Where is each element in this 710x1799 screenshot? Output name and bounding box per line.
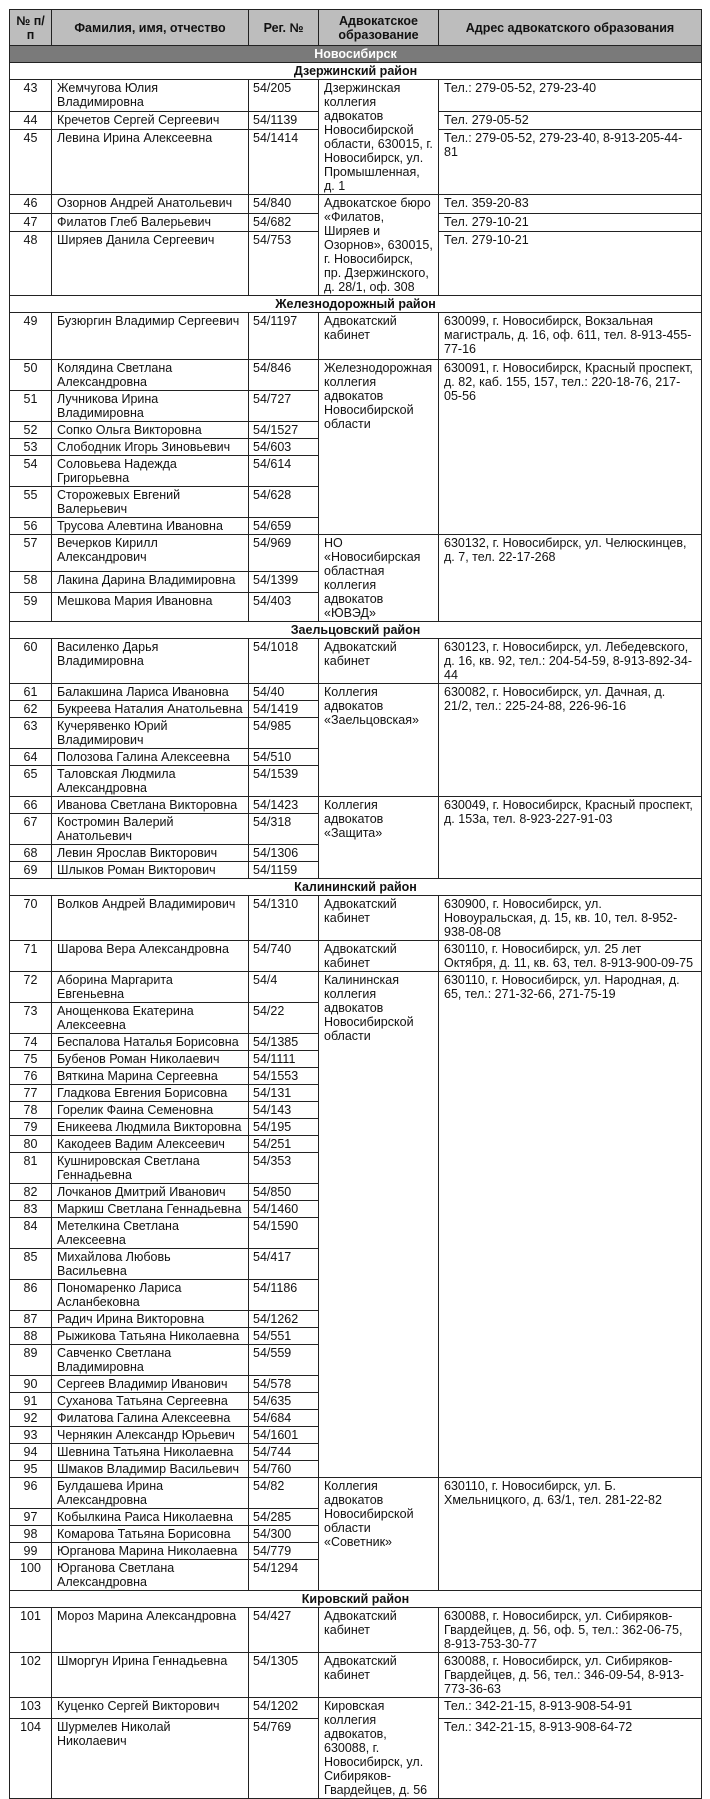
table-row [10, 1653, 702, 1698]
registration-number: 54/551 [249, 1328, 319, 1345]
lawyer-name: Лучникова Ирина Владимировна [52, 391, 249, 422]
lawyer-name: Василенко Дарья Владимировна [52, 639, 249, 684]
registration-number: 54/403 [249, 592, 319, 621]
organization-address: 630088, г. Новосибирск, ул. Сибиряков-Гвардейцев, д. 56, тел.: 346-09-54, 8-913-773-36-63 [439, 1653, 702, 1698]
header-reg: Рег. № [249, 10, 319, 46]
registration-number: 54/850 [249, 1184, 319, 1201]
row-number: 60 [10, 639, 52, 684]
organization: Коллегия адвокатов «Защита» [319, 797, 439, 879]
registration-number: 54/985 [249, 718, 319, 749]
row-number: 92 [10, 1410, 52, 1427]
row-number: 69 [10, 862, 52, 879]
lawyer-name: Жемчугова Юлия Владимировна [52, 80, 249, 112]
lawyer-name: Колядина Светлана Александровна [52, 360, 249, 391]
row-number: 54 [10, 456, 52, 487]
lawyer-name: Иванова Светлана Викторовна [52, 797, 249, 814]
row-number: 48 [10, 232, 52, 296]
registration-number: 54/1419 [249, 701, 319, 718]
lawyer-name: Куценко Сергей Викторович [52, 1698, 249, 1719]
lawyer-name: Шморгун Ирина Геннадьевна [52, 1653, 249, 1698]
organization-address: 630132, г. Новосибирск, ул. Челюскинцев, д. 7, тел. 22-17-268 [439, 535, 702, 622]
lawyer-name: Рыжикова Татьяна Николаевна [52, 1328, 249, 1345]
lawyer-name: Трусова Алевтина Ивановна [52, 518, 249, 535]
organization-address: Тел. 279-10-21 [439, 213, 702, 232]
registration-number: 54/1018 [249, 639, 319, 684]
table-row [10, 195, 702, 214]
lawyer-name: Чернякин Александр Юрьевич [52, 1427, 249, 1444]
registration-number: 54/1159 [249, 862, 319, 879]
registration-number: 54/1202 [249, 1698, 319, 1719]
row-number: 77 [10, 1085, 52, 1102]
registration-number: 54/1539 [249, 766, 319, 797]
row-number: 44 [10, 112, 52, 130]
lawyer-name: Булдашева Ирина Александровна [52, 1478, 249, 1509]
lawyer-name: Озорнов Андрей Анатольевич [52, 195, 249, 214]
lawyer-name: Вяткина Марина Сергеевна [52, 1068, 249, 1085]
lawyer-name: Сергеев Владимир Иванович [52, 1376, 249, 1393]
row-number: 65 [10, 766, 52, 797]
row-number: 102 [10, 1653, 52, 1698]
registration-number: 54/1294 [249, 1560, 319, 1591]
registration-number: 54/1186 [249, 1280, 319, 1311]
row-number: 70 [10, 896, 52, 941]
organization: Адвокатский кабинет [319, 639, 439, 684]
row-number: 76 [10, 1068, 52, 1085]
organization: Адвокатский кабинет [319, 941, 439, 972]
lawyer-name: Мешкова Мария Ивановна [52, 592, 249, 621]
row-number: 47 [10, 213, 52, 232]
row-number: 52 [10, 422, 52, 439]
lawyer-name: Горелик Фаина Семеновна [52, 1102, 249, 1119]
organization-address: 630110, г. Новосибирск, ул. Б. Хмельницкого, д. 63/1, тел. 281-22-82 [439, 1478, 702, 1591]
lawyer-name: Беспалова Наталья Борисовна [52, 1034, 249, 1051]
lawyer-name: Маркиш Светлана Геннадьевна [52, 1201, 249, 1218]
lawyer-name: Еникеева Людмила Викторовна [52, 1119, 249, 1136]
organization-address: 630123, г. Новосибирск, ул. Лебедевского, д. 16, кв. 92, тел.: 204-54-59, 8-913-892-34-44 [439, 639, 702, 684]
registration-number: 54/727 [249, 391, 319, 422]
lawyer-name: Юрганова Светлана Александровна [52, 1560, 249, 1591]
row-number: 74 [10, 1034, 52, 1051]
registration-number: 54/1385 [249, 1034, 319, 1051]
row-number: 84 [10, 1218, 52, 1249]
organization-address: Тел.: 342-21-15, 8-913-908-54-91 [439, 1698, 702, 1719]
lawyer-name: Ширяев Данила Сергеевич [52, 232, 249, 296]
lawyer-name: Слободник Игорь Зиновьевич [52, 439, 249, 456]
lawyer-name: Вечерков Кирилл Александрович [52, 535, 249, 572]
row-number: 98 [10, 1526, 52, 1543]
registration-number: 54/684 [249, 1410, 319, 1427]
table-row [10, 684, 702, 701]
registration-number: 54/659 [249, 518, 319, 535]
row-number: 75 [10, 1051, 52, 1068]
organization: Дзержинская коллегия адвокатов Новосибирской области, 630015, г. Новосибирск, ул. Промышленная, д. 1 [319, 80, 439, 195]
row-number: 86 [10, 1280, 52, 1311]
organization-address: Тел. 359-20-83 [439, 195, 702, 214]
table-row [10, 80, 702, 112]
lawyer-name: Шлыков Роман Викторович [52, 862, 249, 879]
registration-number: 54/635 [249, 1393, 319, 1410]
row-number: 68 [10, 845, 52, 862]
registration-number: 54/840 [249, 195, 319, 214]
registration-number: 54/969 [249, 535, 319, 572]
registration-number: 54/1527 [249, 422, 319, 439]
district-row [10, 296, 702, 313]
header-addr: Адрес адвокатского образования [439, 10, 702, 46]
district-title: Дзержинский район [10, 63, 702, 80]
registration-number: 54/1601 [249, 1427, 319, 1444]
organization-address: 630091, г. Новосибирск, Красный проспект, д. 82, каб. 155, 157, тел.: 220-18-76, 217-05-56 [439, 360, 702, 535]
lawyer-name: Полозова Галина Алексеевна [52, 749, 249, 766]
district-title: Кировский район [10, 1591, 702, 1608]
registration-number: 54/4 [249, 972, 319, 1003]
registration-number: 54/628 [249, 487, 319, 518]
registration-number: 54/417 [249, 1249, 319, 1280]
row-number: 53 [10, 439, 52, 456]
row-number: 90 [10, 1376, 52, 1393]
table-row [10, 1608, 702, 1653]
row-number: 94 [10, 1444, 52, 1461]
row-number: 103 [10, 1698, 52, 1719]
row-number: 99 [10, 1543, 52, 1560]
row-number: 85 [10, 1249, 52, 1280]
district-row [10, 63, 702, 80]
header-org: Адвокатское образование [319, 10, 439, 46]
lawyer-name: Сопко Ольга Викторовна [52, 422, 249, 439]
registration-number: 54/846 [249, 360, 319, 391]
row-number: 50 [10, 360, 52, 391]
row-number: 51 [10, 391, 52, 422]
organization-address: 630049, г. Новосибирск, Красный проспект, д. 153а, тел. 8-923-227-91-03 [439, 797, 702, 879]
lawyer-name: Какодеев Вадим Алексеевич [52, 1136, 249, 1153]
registration-number: 54/760 [249, 1461, 319, 1478]
registration-number: 54/353 [249, 1153, 319, 1184]
table-row [10, 639, 702, 684]
table-header [10, 10, 702, 46]
lawyer-name: Шевнина Татьяна Николаевна [52, 1444, 249, 1461]
lawyer-name: Соловьева Надежда Григорьевна [52, 456, 249, 487]
registration-number: 54/753 [249, 232, 319, 296]
organization: НО «Новосибирская областная коллегия адвокатов «ЮВЭД» [319, 535, 439, 622]
organization-address: 630900, г. Новосибирск, ул. Новоуральская, д. 15, кв. 10, тел. 8-952-938-08-08 [439, 896, 702, 941]
registration-number: 54/1306 [249, 845, 319, 862]
header-name: Фамилия, имя, отчество [52, 10, 249, 46]
registration-number: 54/40 [249, 684, 319, 701]
organization-address: Тел.: 342-21-15, 8-913-908-64-72 [439, 1719, 702, 1799]
city-row [10, 46, 702, 63]
table-row [10, 1478, 702, 1509]
registration-number: 54/1262 [249, 1311, 319, 1328]
registration-number: 54/1553 [249, 1068, 319, 1085]
lawyer-name: Кобылкина Раиса Николаевна [52, 1509, 249, 1526]
organization: Адвокатское бюро «Филатов, Ширяев и Озорнов», 630015, г. Новосибирск, пр. Дзержинского, д. 28/1, оф. 308 [319, 195, 439, 296]
organization-address: Тел.: 279-05-52, 279-23-40, 8-913-205-44-81 [439, 130, 702, 195]
registration-number: 54/603 [249, 439, 319, 456]
organization: Адвокатский кабинет [319, 896, 439, 941]
district-title: Калининский район [10, 879, 702, 896]
header-num: № п/п [10, 10, 52, 46]
row-number: 71 [10, 941, 52, 972]
organization-address: 630110, г. Новосибирск, ул. Народная, д. 65, тел.: 271-32-66, 271-75-19 [439, 972, 702, 1478]
registration-number: 54/251 [249, 1136, 319, 1153]
lawyer-name: Филатова Галина Алексеевна [52, 1410, 249, 1427]
row-number: 45 [10, 130, 52, 195]
lawyer-name: Филатов Глеб Валерьевич [52, 213, 249, 232]
lawyer-name: Сторожевых Евгений Валерьевич [52, 487, 249, 518]
registration-number: 54/82 [249, 1478, 319, 1509]
organization-address: Тел.: 279-05-52, 279-23-40 [439, 80, 702, 112]
row-number: 58 [10, 572, 52, 593]
row-number: 81 [10, 1153, 52, 1184]
district-row [10, 1591, 702, 1608]
row-number: 66 [10, 797, 52, 814]
registration-number: 54/682 [249, 213, 319, 232]
lawyer-name: Кушнировская Светлана Геннадьевна [52, 1153, 249, 1184]
registration-number: 54/1139 [249, 112, 319, 130]
table-row [10, 360, 702, 391]
lawyer-name: Юрганова Марина Николаевна [52, 1543, 249, 1560]
row-number: 67 [10, 814, 52, 845]
row-number: 101 [10, 1608, 52, 1653]
table-row [10, 941, 702, 972]
lawyer-name: Бузюргин Владимир Сергеевич [52, 313, 249, 360]
row-number: 79 [10, 1119, 52, 1136]
organization-address: 630088, г. Новосибирск, ул. Сибиряков-Гвардейцев, д. 56, оф. 5, тел.: 362-06-75, 8-913-753-30-77 [439, 1608, 702, 1653]
table-row [10, 896, 702, 941]
lawyer-name: Пономаренко Лариса Асланбековна [52, 1280, 249, 1311]
organization: Железнодорожная коллегия адвокатов Новосибирской области [319, 360, 439, 535]
lawyer-name: Лакина Дарина Владимировна [52, 572, 249, 593]
lawyer-name: Букреева Наталия Анатольевна [52, 701, 249, 718]
registration-number: 54/1414 [249, 130, 319, 195]
lawyer-name: Костромин Валерий Анатольевич [52, 814, 249, 845]
district-row [10, 879, 702, 896]
district-title: Заельцовский район [10, 622, 702, 639]
registration-number: 54/285 [249, 1509, 319, 1526]
lawyer-name: Метелкина Светлана Алексеевна [52, 1218, 249, 1249]
registration-number: 54/318 [249, 814, 319, 845]
organization-address: 630082, г. Новосибирск, ул. Дачная, д. 21/2, тел.: 225-24-88, 226-96-16 [439, 684, 702, 797]
registration-number: 54/744 [249, 1444, 319, 1461]
registration-number: 54/769 [249, 1719, 319, 1799]
registration-number: 54/578 [249, 1376, 319, 1393]
lawyer-name: Балакшина Лариса Ивановна [52, 684, 249, 701]
registration-number: 54/559 [249, 1345, 319, 1376]
organization: Калининская коллегия адвокатов Новосибирской области [319, 972, 439, 1478]
registration-number: 54/300 [249, 1526, 319, 1543]
organization: Адвокатский кабинет [319, 1608, 439, 1653]
lawyer-name: Шурмелев Николай Николаевич [52, 1719, 249, 1799]
registration-number: 54/22 [249, 1003, 319, 1034]
row-number: 87 [10, 1311, 52, 1328]
lawyer-name: Гладкова Евгения Борисовна [52, 1085, 249, 1102]
lawyer-name: Михайлова Любовь Васильевна [52, 1249, 249, 1280]
organization: Адвокатский кабинет [319, 1653, 439, 1698]
lawyer-name: Кучерявенко Юрий Владимирович [52, 718, 249, 749]
row-number: 93 [10, 1427, 52, 1444]
organization: Кировская коллегия адвокатов, 630088, г. Новосибирск, ул. Сибиряков-Гвардейцев, д. 56 [319, 1698, 439, 1799]
registration-number: 54/779 [249, 1543, 319, 1560]
lawyers-table [9, 9, 702, 1799]
registration-number: 54/614 [249, 456, 319, 487]
lawyer-name: Шмаков Владимир Васильевич [52, 1461, 249, 1478]
row-number: 89 [10, 1345, 52, 1376]
row-number: 104 [10, 1719, 52, 1799]
organization: Коллегия адвокатов Новосибирской области «Советник» [319, 1478, 439, 1591]
row-number: 61 [10, 684, 52, 701]
row-number: 56 [10, 518, 52, 535]
row-number: 55 [10, 487, 52, 518]
table-row [10, 1698, 702, 1719]
lawyer-name: Анощенкова Екатерина Алексеевна [52, 1003, 249, 1034]
registration-number: 54/740 [249, 941, 319, 972]
lawyer-name: Савченко Светлана Владимировна [52, 1345, 249, 1376]
organization-address: 630110, г. Новосибирск, ул. 25 лет Октября, д. 11, кв. 63, тел. 8-913-900-09-75 [439, 941, 702, 972]
registration-number: 54/195 [249, 1119, 319, 1136]
registration-number: 54/1423 [249, 797, 319, 814]
district-row [10, 622, 702, 639]
row-number: 57 [10, 535, 52, 572]
registration-number: 54/1310 [249, 896, 319, 941]
row-number: 78 [10, 1102, 52, 1119]
row-number: 59 [10, 592, 52, 621]
registration-number: 54/131 [249, 1085, 319, 1102]
row-number: 46 [10, 195, 52, 214]
row-number: 72 [10, 972, 52, 1003]
row-number: 96 [10, 1478, 52, 1509]
organization-address: Тел. 279-05-52 [439, 112, 702, 130]
registration-number: 54/1305 [249, 1653, 319, 1698]
lawyer-name: Суханова Татьяна Сергеевна [52, 1393, 249, 1410]
row-number: 43 [10, 80, 52, 112]
row-number: 97 [10, 1509, 52, 1526]
row-number: 73 [10, 1003, 52, 1034]
lawyer-name: Левин Ярослав Викторович [52, 845, 249, 862]
registration-number: 54/1197 [249, 313, 319, 360]
row-number: 95 [10, 1461, 52, 1478]
registration-number: 54/510 [249, 749, 319, 766]
organization-address: 630099, г. Новосибирск, Вокзальная магистраль, д. 16, оф. 611, тел. 8-913-455-77-16 [439, 313, 702, 360]
district-title: Железнодорожный район [10, 296, 702, 313]
organization: Адвокатский кабинет [319, 313, 439, 360]
row-number: 64 [10, 749, 52, 766]
registration-number: 54/1399 [249, 572, 319, 593]
lawyer-name: Лочканов Дмитрий Иванович [52, 1184, 249, 1201]
organization: Коллегия адвокатов «Заельцовская» [319, 684, 439, 797]
row-number: 80 [10, 1136, 52, 1153]
row-number: 63 [10, 718, 52, 749]
registration-number: 54/427 [249, 1608, 319, 1653]
lawyer-name: Волков Андрей Владимирович [52, 896, 249, 941]
row-number: 88 [10, 1328, 52, 1345]
row-number: 82 [10, 1184, 52, 1201]
lawyer-name: Радич Ирина Викторовна [52, 1311, 249, 1328]
city-title: Новосибирск [10, 46, 702, 63]
lawyer-name: Аборина Маргарита Евгеньевна [52, 972, 249, 1003]
registration-number: 54/1460 [249, 1201, 319, 1218]
registration-number: 54/1590 [249, 1218, 319, 1249]
lawyer-name: Мороз Марина Александровна [52, 1608, 249, 1653]
row-number: 83 [10, 1201, 52, 1218]
registration-number: 54/143 [249, 1102, 319, 1119]
lawyer-name: Бубенов Роман Николаевич [52, 1051, 249, 1068]
registration-number: 54/205 [249, 80, 319, 112]
row-number: 49 [10, 313, 52, 360]
table-row [10, 313, 702, 360]
lawyer-name: Таловская Людмила Александровна [52, 766, 249, 797]
row-number: 100 [10, 1560, 52, 1591]
lawyer-name: Шарова Вера Александровна [52, 941, 249, 972]
organization-address: Тел. 279-10-21 [439, 232, 702, 296]
table-row [10, 972, 702, 1003]
row-number: 62 [10, 701, 52, 718]
lawyer-name: Кречетов Сергей Сергеевич [52, 112, 249, 130]
table-row [10, 535, 702, 572]
row-number: 91 [10, 1393, 52, 1410]
lawyer-name: Левина Ирина Алексеевна [52, 130, 249, 195]
lawyer-name: Комарова Татьяна Борисовна [52, 1526, 249, 1543]
table-row [10, 797, 702, 814]
registration-number: 54/1111 [249, 1051, 319, 1068]
